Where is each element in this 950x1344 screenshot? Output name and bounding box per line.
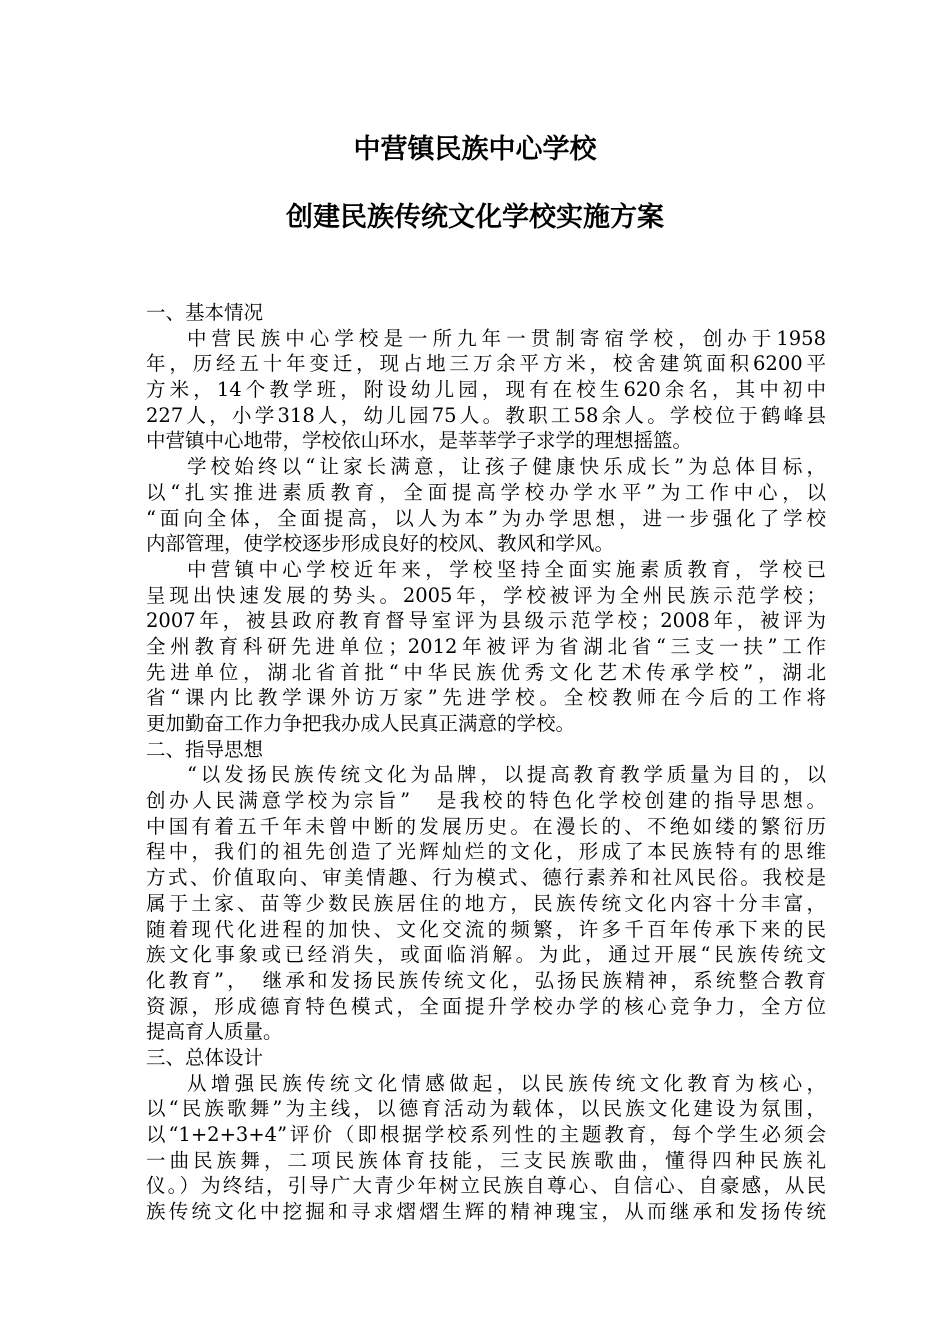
body-line: 族传统文化中挖掘和寻求熠熠生辉的精神瑰宝，从而继承和发扬传统	[146, 1200, 826, 1224]
section-heading: 一、基本情况	[146, 301, 264, 324]
body-line: 中营镇中心地带，学校依山环水，是莘莘学子求学的理想摇篮。	[146, 429, 693, 453]
body-line: 呈现出快速发展的势头。2005年，学校被评为全州民族示范学校；	[146, 583, 826, 607]
body-line: 以“民族歌舞”为主线，以德育活动为载体，以民族文化建设为氛围，	[146, 1097, 826, 1121]
body-line: “以发扬民族传统文化为品牌，以提高教育教学质量为目的，以	[187, 763, 826, 787]
body-line: 随着现代化进程的加快、文化交流的频繁，许多千百年传承下来的民	[146, 917, 826, 941]
body-line: 年，历经五十年变迁，现占地三万余平方米，校舍建筑面积6200平	[146, 352, 826, 376]
body-line: 方米，14个教学班，附设幼儿园，现有在校生620余名，其中初中	[146, 378, 826, 402]
document-body	[146, 300, 826, 1225]
body-line: 属于土家、苗等少数民族居住的地方，民族传统文化内容十分丰富，	[146, 891, 826, 915]
body-line: 族文化事象或已经消失，或面临消解。为此，通过开展“民族传统文	[146, 943, 826, 967]
body-line: 学校始终以“让家长满意，让孩子健康快乐成长”为总体目标，	[187, 455, 826, 479]
body-line: 创办人民满意学校为宗旨” 是我校的特色化学校创建的指导思想。	[146, 789, 826, 813]
body-line: 从增强民族传统文化情感做起，以民族传统文化教育为核心，	[187, 1071, 826, 1095]
body-line: 内部管理，使学校逐步形成良好的校风、教风和学风。	[146, 532, 615, 556]
body-line: 化教育”， 继承和发扬民族传统文化，弘扬民族精神，系统整合教育	[146, 968, 826, 992]
body-line: 一曲民族舞，二项民族体育技能，三支民族歌曲，懂得四种民族礼	[146, 1148, 826, 1172]
body-line: 中国有着五千年未曾中断的发展历史。在漫长的、不绝如缕的繁衍历	[146, 814, 826, 838]
document-title-school: 中营镇民族中心学校	[353, 134, 597, 165]
body-line: 2007年，被县政府教育督导室评为县级示范学校；2008年，被评为	[146, 609, 826, 633]
section-heading: 二、指导思想	[146, 737, 264, 761]
body-line: 程中，我们的祖先创造了光辉灿烂的文化，形成了本民族特有的思维	[146, 840, 826, 864]
body-line: 资源，形成德育特色模式，全面提升学校办学的核心竞争力，全方位	[146, 994, 826, 1018]
body-line: “面向全体，全面提高，以人为本”为办学思想，进一步强化了学校	[146, 506, 826, 530]
body-line: 227人，小学318人，幼儿园75人。教职工58余人。学校位于鹤峰县	[146, 403, 826, 427]
body-line: 全州教育科研先进单位；2012年被评为省湖北省“三支一扶”工作	[146, 634, 826, 658]
body-line: 省“课内比教学课外访万家”先进学校。全校教师在今后的工作将	[146, 686, 826, 710]
document-title-plan: 创建民族传统文化学校实施方案	[286, 202, 664, 233]
body-line: 仪。）为终结，引导广大青少年树立民族自尊心、自信心、自豪感，从民	[146, 1174, 826, 1198]
body-line: 以“扎实推进素质教育，全面提高学校办学水平”为工作中心，以	[146, 480, 826, 504]
body-line: 以“1+2+3+4”评价（即根据学校系列性的主题教育，每个学生必须会	[146, 1123, 826, 1146]
body-line: 先进单位，湖北省首批“中华民族优秀文化艺术传承学校”，湖北	[146, 660, 826, 684]
body-line: 提高育人质量。	[146, 1020, 283, 1044]
body-line: 方式、价值取向、审美情趣、行为模式、德行素养和社风民俗。我校是	[146, 866, 826, 890]
body-line: 中营镇中心学校近年来，学校坚持全面实施素质教育，学校已	[187, 557, 826, 581]
body-line: 中营民族中心学校是一所九年一贯制寄宿学校，创办于1958	[187, 326, 826, 350]
body-line: 更加勤奋工作力争把我办成人民真正满意的学校。	[146, 712, 576, 735]
section-heading: 三、总体设计	[146, 1045, 264, 1069]
